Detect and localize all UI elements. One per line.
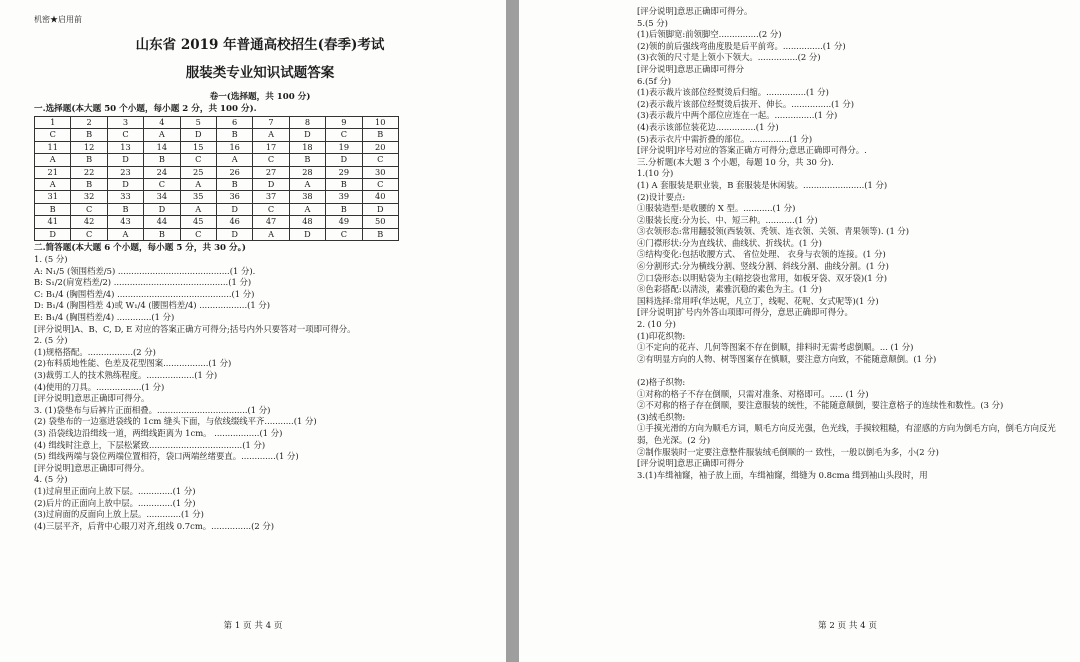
table-cell: 33 (107, 191, 143, 203)
table-cell: 35 (180, 191, 216, 203)
table-row (35, 228, 399, 240)
table-cell: B (326, 203, 362, 215)
table-cell: 20 (362, 141, 398, 153)
table-cell: A (144, 129, 180, 141)
table-cell: 14 (144, 141, 180, 153)
table-cell: 6 (216, 117, 252, 129)
text-line: ⑧色彩搭配:以清淡，素雅沉稳的素色为主。(1 分) (637, 284, 822, 295)
table-cell: 50 (362, 216, 398, 228)
text-line: (3)衣领的尺寸是上领小下领大。...............(2 分) (637, 52, 821, 63)
text-line: 2. (10 分) (637, 319, 676, 330)
table-row (35, 191, 399, 203)
text-line: (1)过肩里正面向上放下层。.............(1 分) (34, 485, 196, 496)
table-cell: D (107, 179, 143, 191)
text-line: (3)过肩面的反面向上放上层。.............(1 分) (34, 509, 204, 520)
table-cell: 43 (107, 216, 143, 228)
table-cell: 37 (253, 191, 289, 203)
text-line: B: S₁/2(肩宽档差/2) ...........................................(1 分) (34, 277, 252, 288)
text-line: ①手摸光滑的方向为顺毛方词，顺毛方向反光强，色光线，手摸较粗糙，有涩感的方向为倒毛方向，倒毛方向反光弱，色光深。(2 分) (637, 423, 1056, 445)
table-cell: 40 (362, 191, 398, 203)
section-heading-short-answer: 二.简答题(本大题 6 个小题，每小题 5 分，共 30 分。) (34, 243, 246, 254)
table-cell: B (144, 154, 180, 166)
table-cell: 31 (35, 191, 71, 203)
table-cell: B (71, 129, 107, 141)
table-cell: B (289, 154, 325, 166)
text-line: [评分说明]扩号内外答山项即可得分，意思正确即可得分。 (637, 307, 853, 318)
text-line: ②不对称的格子存在倒顺，要注意服装的统性，不能随意颠倒，要注意格子的连续性和数性。(3 分) (637, 400, 1004, 411)
table-cell: D (253, 179, 289, 191)
text-line: (4)三层平齐，后背中心眼刀对齐,组线 0.7cm。...............(2 分) (34, 520, 274, 531)
table-cell: D (289, 129, 325, 141)
table-cell: 19 (326, 141, 362, 153)
table-cell: 8 (289, 117, 325, 129)
table-cell: 21 (35, 166, 71, 178)
table-cell: D (289, 228, 325, 240)
table-cell: 2 (71, 117, 107, 129)
confidential-label: 机密★启用前 (34, 15, 82, 24)
text-line: (2)后片的正面向上放中层。.............(1 分) (34, 497, 196, 508)
table-cell: C (253, 203, 289, 215)
text-line: D: B₁/4 (胸围档差 4)或 W₁/4 (腰围档差/4) ..................(1 分) (34, 300, 271, 311)
text-line: (3)绒毛织物: (637, 411, 686, 422)
text-line: (2)设计要点: (637, 191, 686, 202)
table-cell: 15 (180, 141, 216, 153)
table-cell: B (326, 179, 362, 191)
text-line: (4) 缉线时注意上，下层松紧致...................................(1 分) (34, 439, 266, 450)
table-cell: C (144, 179, 180, 191)
text-line: [评分说明]意思正确即可得分。 (34, 462, 150, 473)
text-line: ①对称的格子不存在倒顺，只需对准条、对格即可。..... (1 分) (637, 388, 869, 399)
table-cell: 28 (289, 166, 325, 178)
table-cell: 13 (107, 141, 143, 153)
text-line: 1.(10 分) (637, 168, 674, 179)
table-cell: D (107, 154, 143, 166)
text-line: A: N₁/5 (领围档差/5) ..........................................(1 分). (34, 265, 256, 276)
text-line: (5)表示衣片中需折叠的部位。...............(1 分) (637, 133, 813, 144)
table-cell: 42 (71, 216, 107, 228)
table-cell: 16 (216, 141, 252, 153)
text-line: (4)使用的刀具。.................(1 分) (34, 381, 165, 392)
table-cell: 48 (289, 216, 325, 228)
table-cell: 1 (35, 117, 71, 129)
text-line: [评分说明]意思正确即可得分 (637, 63, 745, 74)
table-cell: B (35, 203, 71, 215)
table-cell: D (35, 228, 71, 240)
text-line: ①服装造型:是收腰的 X 型。...........(1 分) (637, 203, 796, 214)
page-footer: 第 2 页 共 4 页 (818, 621, 877, 631)
table-cell: 29 (326, 166, 362, 178)
text-line: (1)表示裁片该部位经熨烫后归缩。...............(1 分) (637, 87, 829, 98)
table-cell: D (144, 203, 180, 215)
table-cell: C (35, 129, 71, 141)
table-cell: 39 (326, 191, 362, 203)
table-cell: B (216, 179, 252, 191)
table-cell: 3 (107, 117, 143, 129)
table-cell: 36 (216, 191, 252, 203)
table-row (35, 141, 399, 153)
table-cell: C (180, 228, 216, 240)
text-line: (5) 缉线两端与袋位两端位置相符，袋口两端丝绪要直。.............(1 分) (34, 451, 299, 462)
exam-title: 山东省 2019 年普通高校招生(春季)考试 (135, 37, 385, 53)
text-line: [评分说明]意思正确即可得分。 (637, 6, 753, 16)
table-row (35, 179, 399, 191)
table-cell: B (71, 154, 107, 166)
text-line: ⑦口袋形态:以明贴袋为主(暗挖袋也常用，如板牙袋、双牙袋)(1 分) (637, 272, 888, 283)
table-cell: B (216, 129, 252, 141)
text-line: ②服装长度:分为长、中、短三种。...........(1 分) (637, 214, 818, 225)
answer-title: 服装类专业知识试题答案 (185, 65, 335, 81)
table-cell: 47 (253, 216, 289, 228)
table-cell: A (180, 179, 216, 191)
text-line: ②制作服装时一定要注意整件服装绒毛倒顺的一 致性，一般以倒毛为多，小(2 分) (637, 446, 939, 457)
page-2-body (637, 6, 1058, 481)
table-row (35, 203, 399, 215)
table-cell: 46 (216, 216, 252, 228)
text-line: (2)格子织物: (637, 377, 686, 387)
table-cell: A (107, 228, 143, 240)
text-line: E: B₁/4 (胸围档差/4) .............(1 分) (34, 312, 175, 323)
table-cell: D (216, 203, 252, 215)
text-line: 6.(5f 分) (637, 75, 671, 86)
text-line: 3.(1)车缉袖窿，袖子放上面，车缉袖窿，缉缝为 0.8cma 缉到袖山头段时，用 (637, 469, 928, 480)
table-cell: 18 (289, 141, 325, 153)
text-line: C: B₁/4 (胸围档差/4) ...........................................(1 分) (34, 288, 255, 299)
text-line: 2. (5 分) (34, 335, 68, 346)
table-row (35, 166, 399, 178)
answer-table (34, 116, 399, 241)
table-cell: A (216, 154, 252, 166)
table-cell: 23 (107, 166, 143, 178)
text-line: 1. (5 分) (34, 254, 68, 265)
table-row (35, 154, 399, 166)
table-cell: B (71, 179, 107, 191)
table-cell: 12 (71, 141, 107, 153)
text-line: (3)裁剪工人的技术熟练程度。..................(1 分) (34, 370, 218, 380)
table-row (35, 216, 399, 228)
text-line: [评分说明]意思正确即可得分 (637, 458, 745, 469)
document-page-1 (0, 0, 506, 662)
table-cell: 7 (253, 117, 289, 129)
text-line: (1)印花织物: (637, 330, 686, 341)
table-cell: 5 (180, 117, 216, 129)
page-gutter (506, 0, 519, 662)
text-line: 三.分析题(本大题 3 个小题，每题 10 分，共 30 分). (637, 156, 834, 167)
table-cell: 4 (144, 117, 180, 129)
volume-heading: 卷一(选择题，共 100 分) (209, 92, 311, 102)
table-cell: 41 (35, 216, 71, 228)
text-line: (2)表示裁片该部位经熨烫后拔开、伸长。...............(1 分) (637, 98, 855, 109)
text-line (637, 365, 1058, 377)
table-cell: 27 (253, 166, 289, 178)
table-cell: D (362, 203, 398, 215)
text-line: (3) 沿袋线边沿缉线一道，两缉线距离为 1cm。 .................(1 分) (34, 427, 283, 438)
table-cell: B (144, 228, 180, 240)
table-cell: A (180, 203, 216, 215)
table-cell: 17 (253, 141, 289, 153)
text-line: [评分说明]A、B、C, D, E 对应的答案正确方可得分;括号内外只要答对一项即可得分。 (34, 323, 356, 334)
page-footer: 第 1 页 共 4 页 (223, 621, 283, 631)
table-cell: D (180, 129, 216, 141)
table-cell: A (289, 203, 325, 215)
table-cell: 44 (144, 216, 180, 228)
text-line: 5.(5 分) (637, 17, 668, 28)
text-line: [评分说明]意思正确即可得分。 (34, 393, 150, 404)
text-line: (3)表示裁片中两个部位应连在一起。...............(1 分) (637, 110, 838, 121)
table-cell: C (326, 228, 362, 240)
table-cell: 30 (362, 166, 398, 178)
table-cell: 49 (326, 216, 362, 228)
table-cell: 38 (289, 191, 325, 203)
text-line: ③衣领形态:常用翻驳领(西装领、秃领、连衣领、关领、青果领等). (1 分) (637, 226, 910, 237)
table-cell: C (362, 154, 398, 166)
table-cell: C (253, 154, 289, 166)
text-line: ⑥分割形式:分为横线分割、竖线分割、斜线分割、曲线分割。(1 分) (637, 261, 889, 272)
table-cell: 25 (180, 166, 216, 178)
table-cell: B (362, 228, 398, 240)
table-cell: C (107, 129, 143, 141)
text-line: [评分说明]序号对应的答案正确方可得分;意思正确即可得分。. (637, 145, 867, 156)
text-line: ①不定向的花卉、几何等图案不存在倒顺，排料时无需考虑倒顺。... (1 分) (637, 342, 914, 353)
text-line: (1)后领脚宽:前领脚空...............(2 分) (637, 29, 782, 40)
table-cell: 32 (71, 191, 107, 203)
table-cell: D (216, 228, 252, 240)
text-line: 3. (1)袋垫布与后裤片正面相叠。..................................(1 分) (34, 404, 271, 415)
table-cell: A (35, 179, 71, 191)
table-cell: C (71, 203, 107, 215)
text-line: 国料选择:常用呼(华达呢，凡立丁，线呢、花呢、女式呢等)(1 分) (637, 295, 879, 306)
table-row (35, 117, 399, 129)
table-row (35, 129, 399, 141)
table-cell: 22 (71, 166, 107, 178)
text-line: ②有明显方向的人物、树等图案存在慎顺，要注意方向致，不能随意颠倒。(1 分) (637, 353, 937, 364)
table-cell: 10 (362, 117, 398, 129)
section-heading-choice: 一.选择题(本大题 50 个小题，每小题 2 分，共 100 分). (34, 104, 257, 114)
table-cell: A (253, 129, 289, 141)
text-line: ④门襟形状:分为直线状、曲线状、折线状。(1 分) (637, 237, 822, 248)
table-cell: 45 (180, 216, 216, 228)
table-cell: A (35, 154, 71, 166)
page-1-body (34, 254, 486, 532)
table-cell: C (71, 228, 107, 240)
text-line: (4)表示该部位装花边...............(1 分) (637, 121, 779, 132)
text-line: 4. (5 分) (34, 474, 68, 485)
table-cell: B (362, 129, 398, 141)
table-cell: C (362, 179, 398, 191)
text-line: (2)布料质地性能、色差及花型图案.................(1 分) (34, 358, 232, 369)
text-line: (2)领的前后强线弯曲度股是后平前弯。...............(1 分) (637, 40, 846, 51)
text-line: (1)规格搭配。.................(2 分) (34, 346, 156, 357)
table-cell: 11 (35, 141, 71, 153)
table-cell: C (326, 129, 362, 141)
table-cell: 26 (216, 166, 252, 178)
table-cell: A (289, 179, 325, 191)
text-line: (1) A 套服装是职业装，B 套服装是休闲装。.......................(1 分) (637, 179, 888, 190)
text-line: (2) 袋垫布的一边塞进袋线的 1cm 缝头下面，与依线缀线平齐...........(1 分) (34, 416, 317, 427)
text-line: ⑤结构变化:包括收腰方式、 省位处理、 衣身与衣领的连接。(1 分) (637, 249, 886, 260)
table-cell: A (253, 228, 289, 240)
table-cell: D (326, 154, 362, 166)
table-cell: 34 (144, 191, 180, 203)
table-cell: C (180, 154, 216, 166)
document-page-2 (519, 0, 1080, 662)
table-cell: B (107, 203, 143, 215)
table-cell: 9 (326, 117, 362, 129)
table-cell: 24 (144, 166, 180, 178)
